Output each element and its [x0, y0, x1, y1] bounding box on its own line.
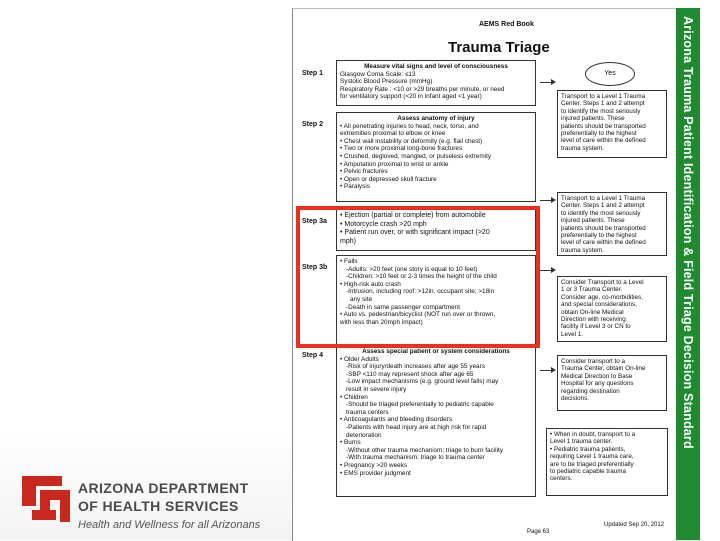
right-box-3-line: and special considerations, — [561, 301, 637, 309]
right-box-1-line: trauma system. — [561, 144, 605, 152]
right-box-1-line: injured patients. These — [561, 115, 625, 123]
step-1-box — [336, 60, 536, 106]
highlight-rectangle — [296, 206, 540, 348]
step-4-line: -Risk of injury/death increases after age 55 years — [346, 363, 485, 371]
step-4-line: • Older Adults — [340, 355, 379, 363]
right-box-4-line: Trauma Center, obtain On-line — [561, 365, 646, 373]
right-box-3-line: Level 1. — [561, 330, 584, 338]
step-4-label: Step 4 — [302, 352, 324, 359]
step-3b-line: • Auto vs. pedestrian/bicyclist (NOT run over or thrown, — [340, 311, 496, 319]
step-4-line: -Patients with head injury are at high risk for rapid — [346, 423, 487, 431]
step-3b-line: • Falls — [340, 258, 358, 265]
step-3b-line: • High-risk auto crash — [340, 280, 401, 288]
right-box-5-line: Level 1 trauma center. — [550, 438, 613, 446]
right-box-4-line: Consider transport to a — [561, 358, 626, 365]
step-4-line: -Low impact mechanisms (e.g. ground level falls) may — [346, 378, 499, 386]
step-2-line: • Crushed, degloved, mangled, or pulseless extremity — [340, 152, 492, 160]
right-box-5-line: • Pediatric trauma patients, — [550, 445, 626, 453]
step-1-line: Systolic Blood Pressure (mmHg) — [340, 78, 433, 86]
step-3b-line: with less than 20mph impact) — [340, 318, 423, 326]
right-box-2-line: level of care within the defined — [561, 239, 646, 247]
right-box-1-line: patients should be transported — [561, 122, 646, 130]
right-box-5-line: • When in doubt, transport to a — [550, 431, 636, 438]
right-box-4-line: Hospital for any questions — [561, 380, 634, 388]
right-box-4-line: Medical Direction to Base — [561, 372, 633, 380]
right-box-2-line: injured patients. These — [561, 217, 625, 225]
logo-text-line-1: ARIZONA DEPARTMENT — [78, 480, 249, 496]
arrow-step-2 — [540, 200, 554, 201]
step-4-heading: Assess special patient or system considerations — [362, 348, 510, 355]
step-3a-line: mph) — [340, 237, 356, 245]
step-2-heading: Assess anatomy of injury — [397, 115, 475, 122]
right-box-3-line: obtain On-line Medical — [561, 308, 624, 316]
right-box-2-line: to identify the most seriously — [561, 209, 641, 217]
step-1-label: Step 1 — [302, 70, 324, 77]
arrow-step-1 — [540, 82, 554, 83]
right-box-4-line: regarding destination — [561, 387, 620, 395]
right-box-3-line: facility if Level 3 or CN to — [561, 323, 631, 331]
step-2-line: • Pelvic fractures — [340, 168, 388, 176]
document-header: AEMS Red Book — [479, 21, 534, 28]
right-box-1 — [557, 90, 667, 158]
right-box-3-line: Consider age, co-morbidities, — [561, 293, 643, 301]
right-box-2-line: trauma system. — [561, 246, 605, 254]
right-box-3-line: 1 or 3 Trauma Center. — [561, 286, 623, 294]
right-box-1-line: Center. Steps 1 and 2 attempt — [561, 100, 645, 108]
step-4-line: -With trauma mechanism: triage to trauma center — [346, 454, 485, 462]
right-box-5 — [546, 428, 668, 496]
step-4-line: -SBP <110 may represent shock after age 65 — [346, 370, 474, 378]
right-box-2-line: Transport to a Level 1 Trauma — [561, 195, 646, 202]
step-2-line: • Amputation proximal to wrist or ankle — [340, 160, 449, 168]
step-4-line: • Children — [340, 393, 368, 401]
right-box-1-line: to identify the most seriously — [561, 107, 641, 115]
step-1-line: for ventilatory support (<20 in infant aged <1 year) — [340, 93, 482, 101]
step-4-line: • Burns — [340, 439, 361, 447]
yes-oval: Yes — [585, 62, 635, 86]
document-title: Trauma Triage — [448, 39, 550, 56]
step-2-box — [336, 112, 536, 202]
step-3a-line: • Ejection (partial or complete) from automobile — [340, 212, 486, 219]
step-4-line: • EMS provider judgment — [340, 469, 411, 477]
right-box-2-line: patients should be transported — [561, 224, 646, 232]
right-box-3-line: Consider Transport to a Level — [561, 279, 644, 286]
step-3b-line: -Adults: >20 feet (one story is equal to 10 feet) — [346, 265, 478, 273]
step-3b-line: -Children: >10 feet or 2-3 times the height of the child — [346, 273, 497, 281]
right-box-4 — [557, 355, 667, 411]
right-box-4-line: decisions. — [561, 395, 590, 403]
step-4-line: deterioration — [346, 431, 382, 439]
step-3a-line: • Patient run over, or with significant impact (>20 — [340, 229, 490, 237]
step-3b-line: -Intrusion, including roof: >12in. occupant site; >18in — [346, 288, 495, 296]
step-4-line: • Anticoagulants and bleeding disorders — [340, 416, 453, 424]
right-box-1-line: preferentially to the highest — [561, 130, 637, 138]
step-4-line: -Without other trauma mechanism: triage to burn facility — [346, 446, 503, 454]
page-number: Page 63 — [527, 529, 550, 535]
step-2-line: extremities proximal to elbow or knee — [340, 130, 446, 138]
right-box-2 — [557, 192, 667, 256]
step-2-line: • All penetrating injuries to head, neck, torso, and — [340, 122, 479, 130]
step-1-line: Respiratory Rate : <10 or >29 breaths per minute, or need — [340, 85, 505, 93]
right-box-2-line: preferentially to the highest — [561, 232, 637, 240]
right-box-1-line: Transport to a Level 1 Trauma — [561, 93, 646, 100]
right-box-2-line: Center. Steps 1 and 2 attempt — [561, 202, 645, 210]
step-4-box — [336, 345, 536, 497]
step-2-line: • Paralysis — [340, 183, 370, 191]
right-box-5-line: centers. — [550, 475, 573, 483]
right-box-5-line: to pediatric capable trauma — [550, 468, 626, 476]
right-box-1-line: level of care within the defined — [561, 137, 646, 145]
step-4-line: -Should be triaged preferentially to pediatric capable — [346, 401, 494, 409]
right-box-5-line: requiring Level 1 trauma care, — [550, 453, 634, 461]
side-title: Arizona Trauma Patient Identification & Field Triage Decision Standard — [681, 16, 695, 449]
step-3b-label: Step 3b — [302, 264, 328, 271]
step-2-line: • Two or more proximal long-bone fractures — [340, 145, 463, 153]
step-3b-line: any site — [350, 295, 373, 303]
right-box-5-line: are to be triaged preferentially — [550, 460, 634, 468]
step-1-line: Glasgow Coma Scale: ≤13 — [340, 70, 416, 78]
logo-tagline: Health and Wellness for all Arizonans — [78, 519, 261, 531]
right-box-3-line: Direction with receiving — [561, 316, 626, 324]
arrow-step-3 — [540, 270, 554, 271]
right-box-3 — [557, 276, 667, 342]
step-2-line: • Chest wall instability or deformity (e.g. flail chest) — [340, 137, 483, 145]
logo-text-line-2: OF HEALTH SERVICES — [78, 498, 239, 514]
step-2-label: Step 2 — [302, 121, 324, 128]
step-3a-label: Step 3a — [302, 218, 327, 225]
step-4-line: result in severe injury — [346, 385, 407, 393]
step-4-line: • Pregnancy >20 weeks — [340, 461, 408, 469]
step-1-heading: Measure vital signs and level of consciousness — [364, 63, 508, 70]
adhs-logo-icon — [22, 476, 74, 522]
arrow-step-4 — [540, 370, 554, 371]
updated-date: Updated Sep 20, 2012 — [604, 522, 665, 528]
step-3a-line: • Motorcycle crash >20 mph — [340, 220, 427, 228]
step-4-line: trauma centers — [346, 408, 389, 416]
step-3b-line: -Death in same passenger compartment — [346, 303, 461, 311]
step-2-line: • Open or depressed skull fracture — [340, 175, 437, 183]
